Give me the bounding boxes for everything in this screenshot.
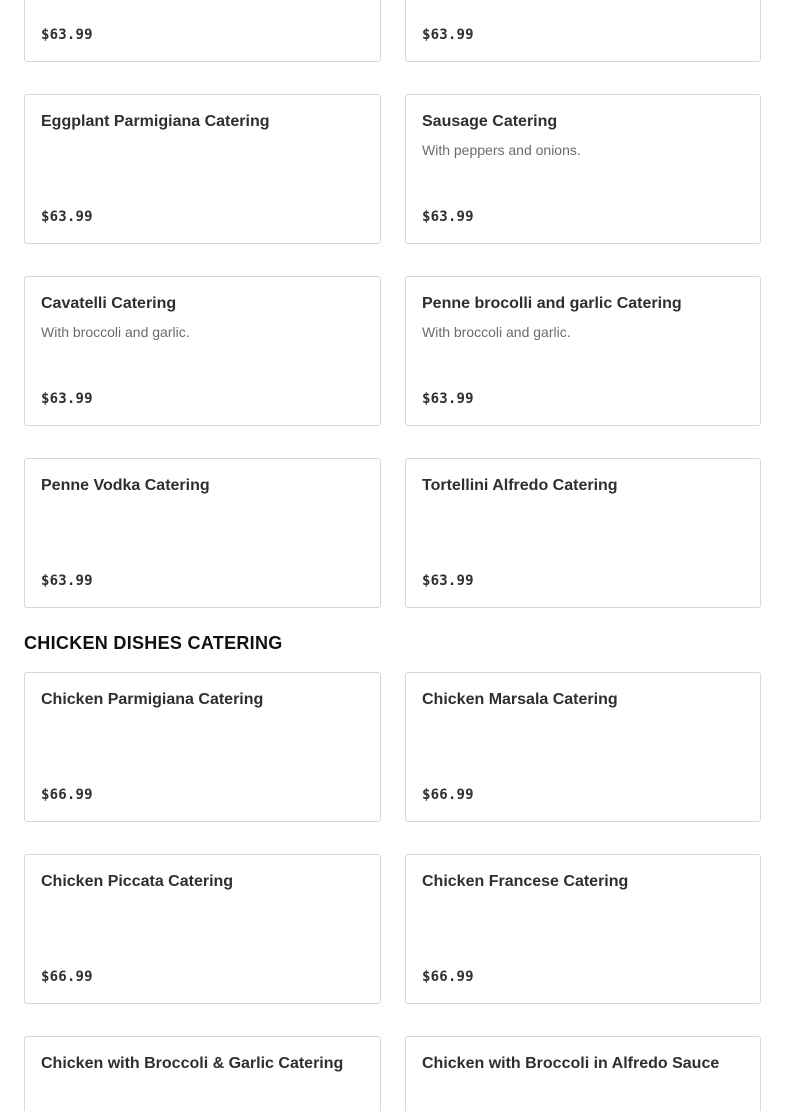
menu-item-price: $66.99 <box>422 969 474 985</box>
menu-item-price: $63.99 <box>41 391 93 407</box>
menu-item-card[interactable] <box>24 276 381 426</box>
menu-item-card[interactable] <box>24 94 381 244</box>
menu-item-card[interactable] <box>405 458 761 608</box>
menu-item-description: With broccoli and garlic. <box>422 324 571 340</box>
menu-item-card[interactable] <box>405 0 761 62</box>
menu-item-price: $63.99 <box>41 573 93 589</box>
menu-item-card[interactable] <box>24 854 381 1004</box>
menu-item-price: $63.99 <box>422 573 474 589</box>
menu-item-price: $63.99 <box>422 391 474 407</box>
menu-item-price: $63.99 <box>41 209 93 225</box>
menu-item-card[interactable] <box>405 854 761 1004</box>
menu-item-card[interactable] <box>24 0 381 62</box>
menu-item-card[interactable] <box>405 94 761 244</box>
menu-item-price: $66.99 <box>41 787 93 803</box>
menu-item-name: Chicken Piccata Catering <box>41 873 234 890</box>
menu-item-description: With broccoli and garlic. <box>41 324 190 340</box>
menu-item-price: $63.99 <box>422 209 474 225</box>
menu-item-price: $66.99 <box>41 969 93 985</box>
menu-item-price: $63.99 <box>422 27 474 43</box>
menu-item-price: $63.99 <box>41 27 93 43</box>
menu-item-name: Penne brocolli and garlic Catering <box>422 295 682 312</box>
menu-item-name: Chicken with Broccoli & Garlic Catering <box>41 1055 344 1072</box>
menu-item-card[interactable] <box>405 276 761 426</box>
menu-item-name: Chicken with Broccoli in Alfredo Sauce <box>422 1055 720 1072</box>
menu-item-name: Sausage Catering <box>422 113 558 130</box>
menu-item-name: Penne Vodka Catering <box>41 477 210 494</box>
menu-item-name: Chicken Marsala Catering <box>422 691 618 708</box>
menu-item-name: Chicken Parmigiana Catering <box>41 691 264 708</box>
menu-item-name: Cavatelli Catering <box>41 295 177 312</box>
menu-item-name: Chicken Francese Catering <box>422 873 629 890</box>
menu-item-card[interactable] <box>24 458 381 608</box>
menu-item-description: With peppers and onions. <box>422 142 581 158</box>
menu-item-card[interactable] <box>24 1036 381 1111</box>
section-title-chicken-dishes: CHICKEN DISHES CATERING <box>24 633 283 653</box>
menu-item-name: Eggplant Parmigiana Catering <box>41 113 270 130</box>
menu-item-card[interactable] <box>405 672 761 822</box>
menu-item-card[interactable] <box>24 672 381 822</box>
menu-item-price: $66.99 <box>422 787 474 803</box>
menu-item-name: Tortellini Alfredo Catering <box>422 477 618 494</box>
menu-item-card[interactable] <box>405 1036 761 1111</box>
